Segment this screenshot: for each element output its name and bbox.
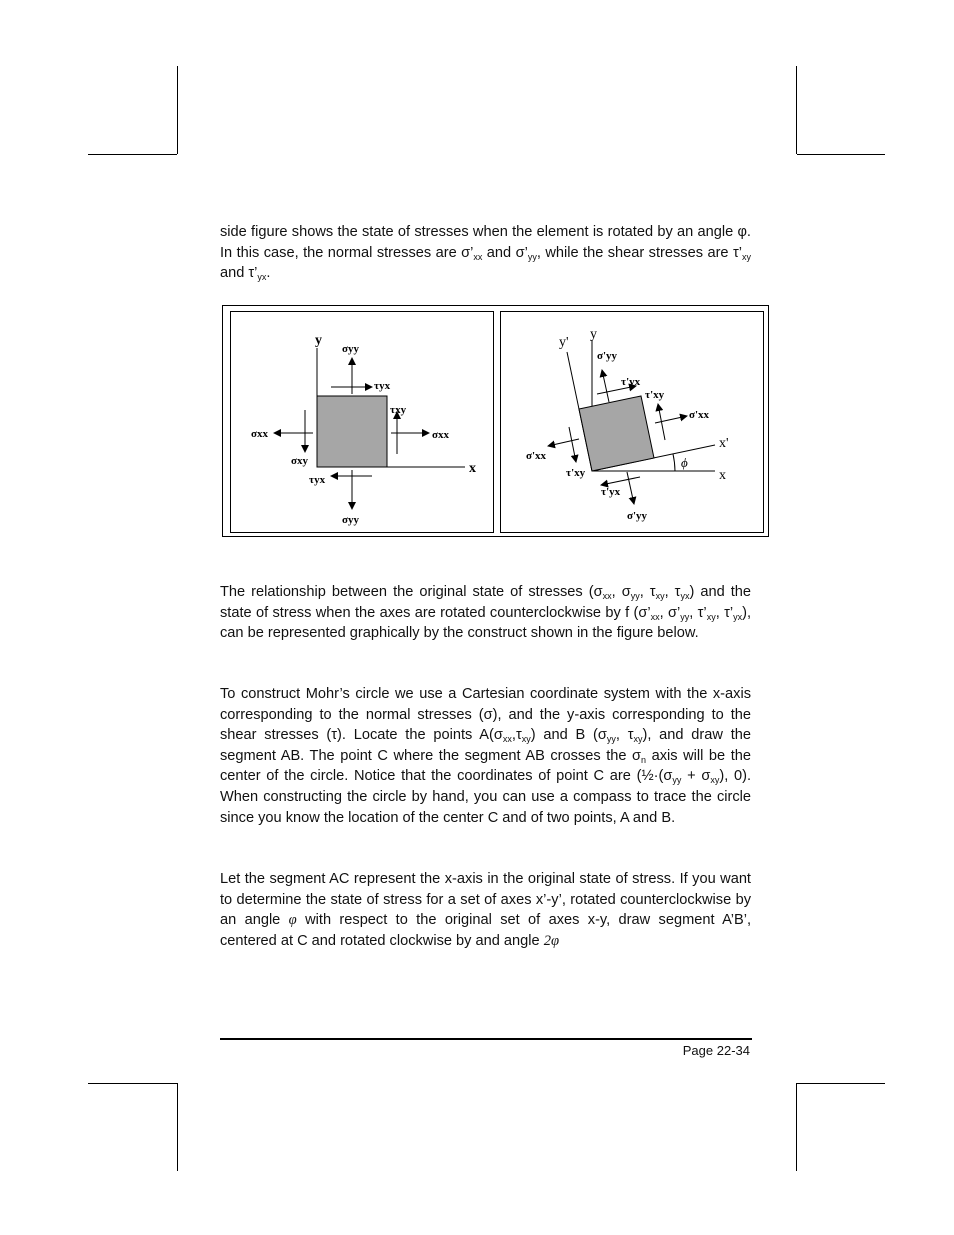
sigma-prime-xx-left-label: σ'xx: [526, 450, 547, 462]
page-number: Page 22-34: [682, 1043, 750, 1058]
tau-prime-yx-bottom-label: τ'yx: [601, 486, 621, 498]
sigma-prime-yy-top-arrow: [602, 370, 609, 402]
x-axis-label: x: [719, 468, 726, 483]
sigma-yy-top-label: σyy: [342, 343, 359, 355]
paragraph-mohr-construction: To construct Mohr’s circle we use a Cartesian coordinate system with the x-axis corresponding to the normal stresses (σ), and the y-axis corresponding to the shear stresses (τ). Locate the points $A(\sigma_{xx},\tau_{xy})$ and B ($\sigma_{yy}$, $\tau_{xy}$), and draw the segment AB. The point C where the segment AB crosses the $\sigma_n$ axis will be the center of the circle. Notice that the coordinates of point C are ($\frac{1}{2}\cdot(\sigma_{yy} + \sigma_{xy})$, 0). When constructing the circle by hand, you can use a compass to trace the circle since you know the location of the center C and of two points, A and B.: [220, 686, 752, 826]
footer-rule: [220, 1038, 752, 1040]
tau-yx-top-label: τyx: [374, 380, 391, 392]
paragraph-rotated-stresses: side figure shows the state of stresses when the element is rotated by an angle φ. In this case, the normal stresses are $\sigma’_{xx}$ and $\sigma’_{yy}$, while the shear stresses are $\tau’_{xy}$ and $\tau’_{yx}$.: [220, 224, 751, 283]
sigma-xy-label: σxy: [291, 455, 308, 467]
crop-mark-bl-vertical: [177, 1083, 178, 1171]
sigma-xx-left-label: σxx: [251, 428, 268, 440]
crop-mark-tl-horizontal: [88, 154, 177, 155]
y-axis-label: y: [590, 327, 597, 342]
sigma-prime-xx-left-arrow: [548, 439, 579, 446]
tau-prime-yx-bottom-arrow: [601, 477, 640, 485]
crop-mark-tr-horizontal: [797, 154, 885, 155]
phi-angle-arc: [673, 454, 675, 471]
stress-element-square: [317, 396, 387, 467]
sigma-prime-yy-bottom-label: σ'yy: [627, 510, 648, 522]
y-prime-axis-label: y': [559, 335, 569, 350]
crop-mark-bl-horizontal: [88, 1083, 177, 1084]
rotated-stress-panel: [500, 311, 764, 533]
y-axis-label: y: [315, 333, 322, 348]
tau-yx-bottom-label: τyx: [309, 474, 326, 486]
tau-prime-xy-left-arrow: [569, 427, 576, 462]
paragraph-segment-ac: Let the segment AC represent the x-axis in the original state of stress. If you want to determine the state of stress for a set of axes x’-y’, rotated counterclockwise by an angle φ with respect to the original set of axes x-y, draw segment A’B’, centered at C and rotated clockwise by and angle 2φ: [220, 871, 751, 949]
crop-mark-tl-vertical: [177, 66, 178, 154]
crop-mark-tr-vertical: [796, 66, 797, 154]
x-prime-axis-label: x': [719, 436, 729, 451]
sigma-prime-yy-top-label: σ'yy: [597, 350, 618, 362]
original-stress-panel: [230, 311, 494, 533]
sigma-prime-xx-right-label: σ'xx: [689, 409, 710, 421]
paragraph-relationship: The relationship between the original state of stresses ($\sigma_{xx}$, $\sigma_{yy}$, $\tau_{xy}$, $\tau_{yx}$) and the state of stress when the axes are rotated counterclockwise by f ($\sigma’_{xx}$, $\sigma’_{yy}$, $\tau’_{xy}$, $\tau’_{yx}$), can be represented graphically by the construct shown in the figure below.: [220, 584, 752, 642]
sigma-yy-bottom-label: σyy: [342, 514, 359, 526]
sigma-prime-xx-right-arrow: [655, 416, 687, 423]
crop-mark-br-horizontal: [797, 1083, 885, 1084]
tau-prime-xy-left-label: τ'xy: [566, 467, 586, 479]
sigma-xx-right-label: σxx: [432, 429, 449, 441]
stress-element-figure: [222, 305, 769, 537]
original-stress-diagram: [231, 312, 495, 534]
tau-prime-xy-right-label: τ'xy: [645, 389, 665, 401]
tau-prime-yx-top-label: τ'yx: [621, 376, 641, 388]
rotated-stress-element: [579, 396, 654, 471]
rotated-stress-diagram: [501, 312, 765, 534]
phi-angle-label: ϕ: [681, 455, 688, 470]
sigma-prime-yy-bottom-arrow: [627, 472, 634, 504]
crop-mark-br-vertical: [796, 1083, 797, 1171]
x-axis-label: x: [469, 461, 476, 476]
tau-xy-right-label: τxy: [390, 404, 407, 416]
